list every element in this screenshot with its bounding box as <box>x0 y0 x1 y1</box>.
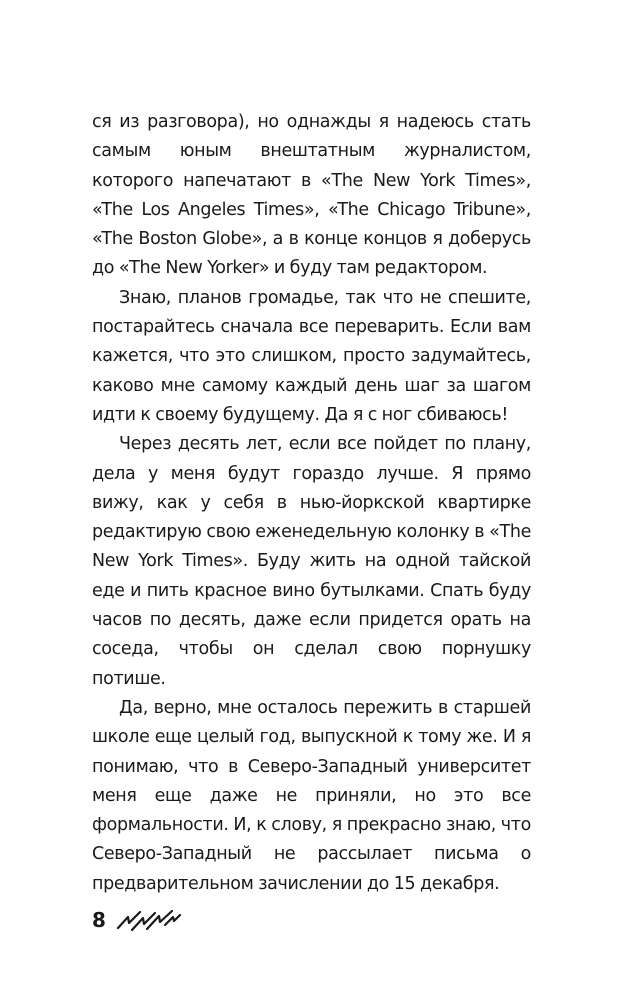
lightning-icon <box>115 907 183 933</box>
paragraph-3: Через десять лет, если все пойдет по плану, дела у меня будут гораздо лучше. Я прямо вижу, как у себя в нью-йоркской квартирке редактирую свою еженедельную колонку в «The New York Times». Буду жить на одной тайской еде и пить красное вино бутылками. Спать буду часов по десять, даже если придется орать на соседа, чтобы он сделал свою порнушку потише. <box>92 434 531 689</box>
paragraph-4: Да, верно, мне осталось пережить в старшей школе еще целый год, выпускной к тому же. И я понимаю, что в Северо-Западный университет меня еще даже не приняли, но это все формальности. И, к слову, я прекрасно знаю, что Северо-Западный не рассылает письма о предварительном зачислении до 15 декабря. <box>92 697 531 894</box>
page-footer <box>92 905 183 935</box>
page-number: 8 <box>92 908 106 932</box>
body-text <box>92 108 531 899</box>
paragraph-1: ся из разговора), но однажды я надеюсь стать самым юным внештатным журналистом, которого напечатают в «The New York Times», «The Los Angeles Times», «The Chicago Tribune», «The Boston Globe», а в конце концов я доберусь до «The New Yorker» и буду там редактором. <box>92 112 531 279</box>
paragraph-2: Знаю, планов громадье, так что не спешите, постарайтесь сначала все переварить. Если вам кажется, что это слишком, просто задумайтесь, каково мне самому каждый день шаг за шагом идти к своему будущему. Да я с ног сбиваюсь! <box>92 287 531 425</box>
